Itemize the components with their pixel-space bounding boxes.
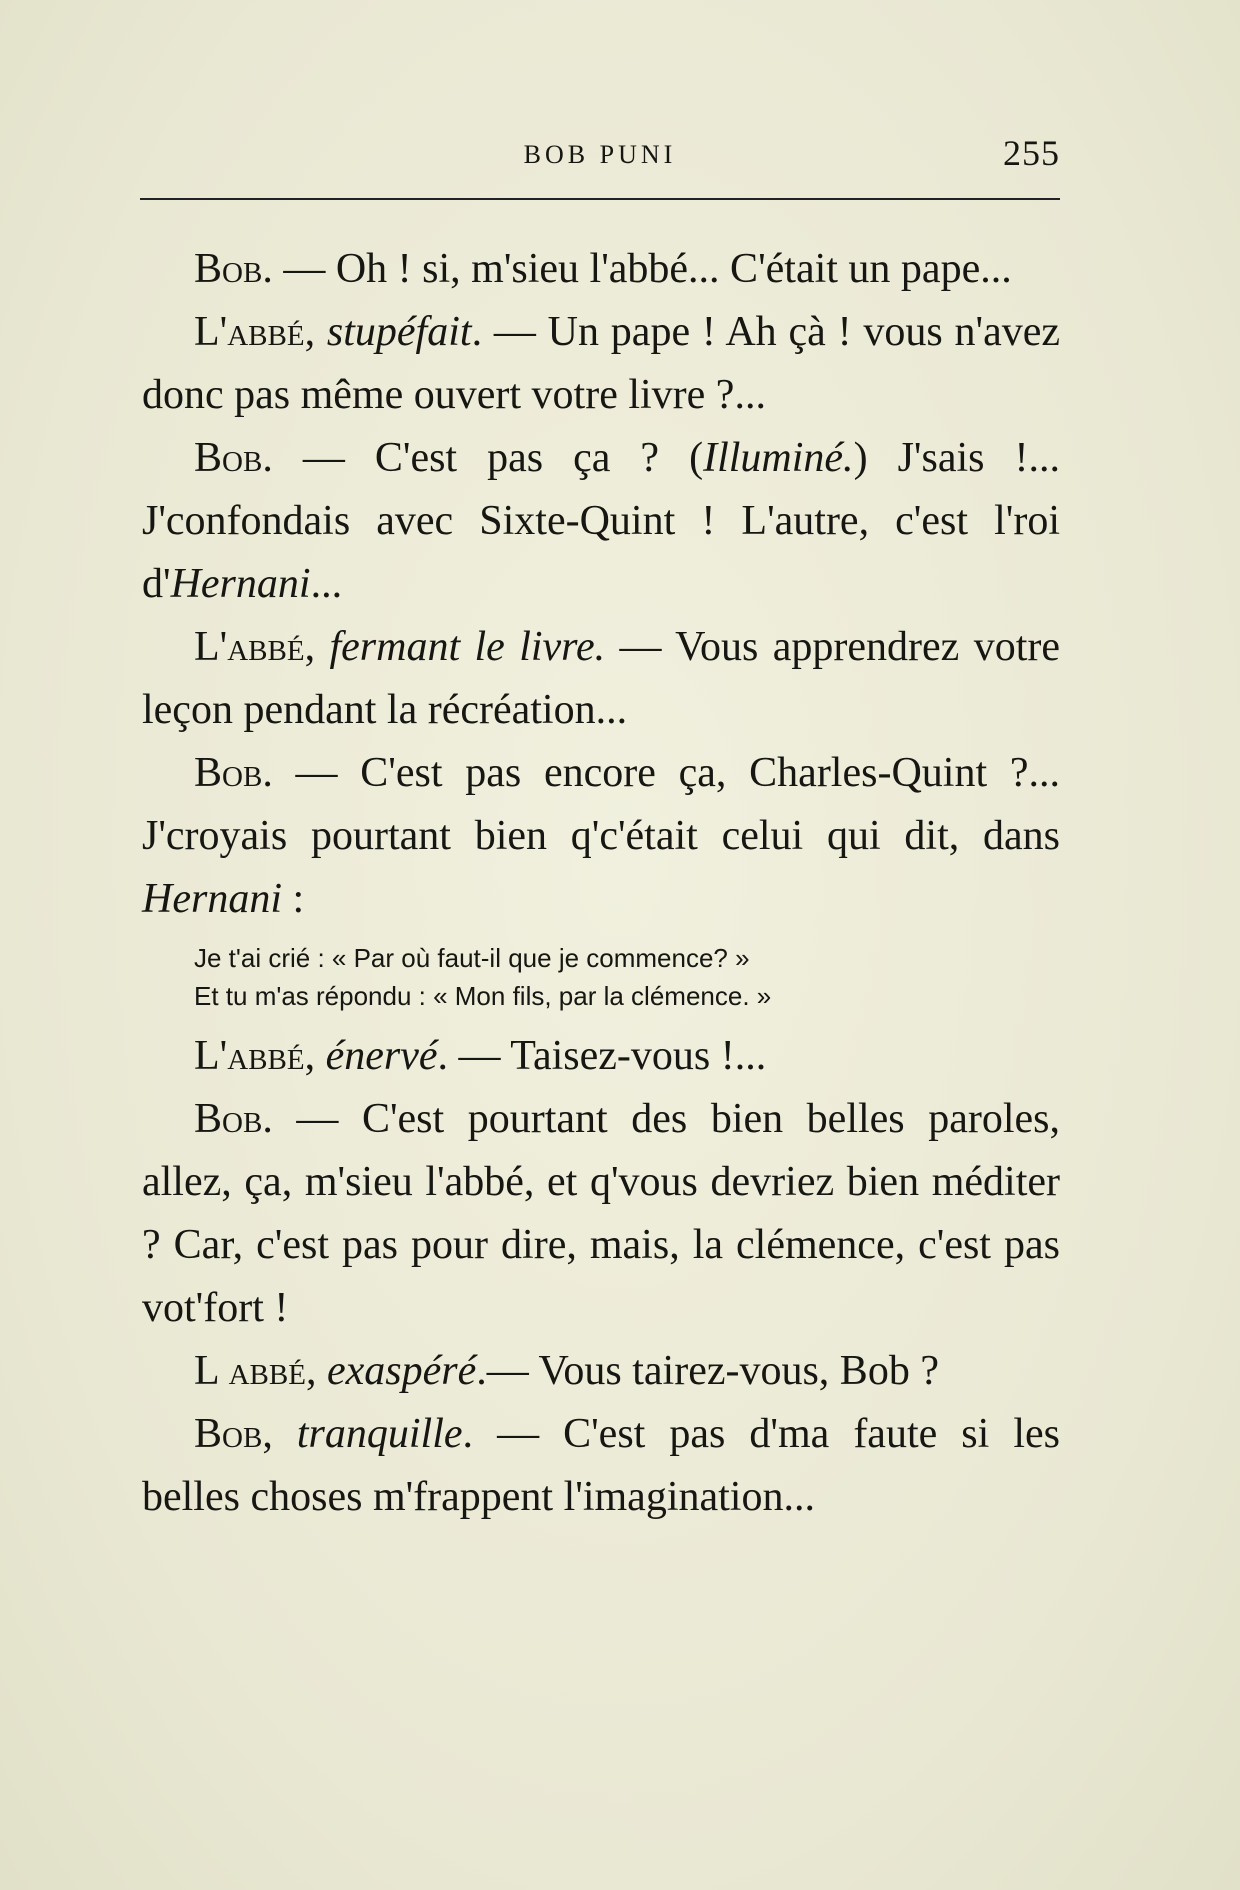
speaker: L'abbé (194, 309, 305, 355)
speaker: Bob (194, 1411, 263, 1457)
verse-quotation (194, 939, 1060, 1015)
speaker: Bob (194, 1096, 263, 1142)
dialogue-paragraph (142, 427, 1060, 616)
speaker: Bob (194, 246, 263, 292)
dialogue-paragraph: L abbé, exaspéré.— Vous tairez-vous, Bob ? (194, 1348, 939, 1394)
speech: .— Vous tairez-vous, Bob ? (476, 1348, 939, 1394)
speech: ) J'sais !... J'confondais avec Sixte-Quint ! L'autre, c'est l'roi d' (142, 435, 1060, 607)
verse-line: Je t'ai crié : « Par où faut-il que je commence? » (194, 943, 750, 973)
speech: : (282, 876, 305, 922)
header-rule (140, 198, 1060, 200)
speech: . — Oh ! si, m'sieu l'abbé... C'était un pape... (262, 246, 1012, 292)
speech: ... (310, 561, 343, 607)
stage-direction: énervé (325, 1033, 438, 1079)
dialogue-paragraph (142, 238, 1060, 301)
dialogue-paragraph (142, 742, 1060, 931)
speech: — Vous apprendrez votre leçon pendant la récréation... (142, 624, 1061, 733)
stage-direction: stupéfait (326, 309, 472, 355)
dialogue-paragraph: L'abbé, fermant le livre. — Vous apprendrez votre leçon pendant la récréation... (142, 624, 1061, 733)
dialogue-paragraph: L'abbé, stupéfait. — Un pape ! Ah çà ! vous n'avez donc pas même ouvert votre livre ?... (142, 309, 1060, 418)
speech: . — Taisez-vous !... (437, 1033, 767, 1079)
speaker: L abbé (194, 1348, 306, 1394)
page-header (140, 133, 1060, 180)
speaker: L'abbé (194, 624, 305, 670)
speech: . — C'est pourtant des bien belles paroles, allez, ça, m'sieu l'abbé, et q'vous devriez bien méditer ? Car, c'est pas pour dire, mais, la clémence, c'est pas vot'fort ! (142, 1096, 1060, 1331)
page-number: 255 (1003, 133, 1060, 173)
dialogue-paragraph: Bob, tranquille. — C'est pas d'ma faute si les belles choses m'frappent l'imagination... (142, 1411, 1060, 1520)
page-body (142, 238, 1060, 1529)
dialogue-paragraph: L'abbé, énervé. — Taisez-vous !... (194, 1033, 767, 1079)
speaker: Bob (194, 750, 263, 796)
speaker: Bob (194, 435, 263, 481)
running-title: BOB PUNI (523, 140, 677, 169)
speech: . — C'est pas ça ? ( (262, 435, 704, 481)
speech: . — C'est pas d'ma faute si les belles choses m'frappent l'imagination... (142, 1411, 1060, 1520)
stage-direction: tranquille (296, 1411, 463, 1457)
stage-direction: fermant le livre. (329, 624, 606, 670)
stage-direction: Illuminé. (703, 435, 854, 481)
dialogue-paragraph (142, 1088, 1060, 1340)
work-title: Hernani (170, 561, 311, 607)
speech: . — C'est pas encore ça, Charles-Quint ?... J'croyais pourtant bien q'c'était celui qui dit, dans (142, 750, 1060, 859)
speaker: L'abbé (194, 1033, 305, 1079)
work-title: Hernani (142, 876, 282, 922)
stage-direction: exaspéré (326, 1348, 477, 1394)
speech: . — Un pape ! Ah çà ! vous n'avez donc pas même ouvert votre livre ?... (142, 309, 1060, 418)
verse-line: Et tu m'as répondu : « Mon fils, par la clémence. » (194, 981, 772, 1011)
